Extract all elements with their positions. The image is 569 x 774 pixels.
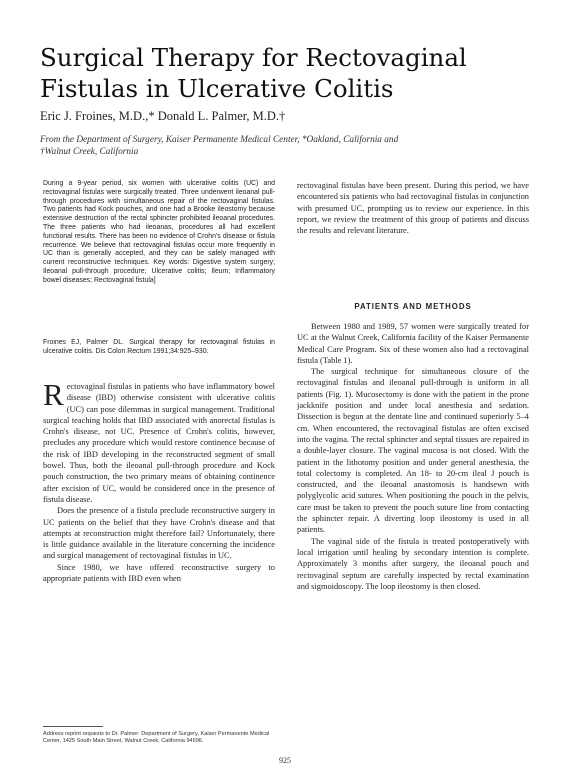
- affiliation-line-1: From the Department of Surgery, Kaiser Permanente Medical Center, *Oakland, California and: [40, 135, 399, 145]
- introduction: [43, 377, 275, 584]
- footnote: Address reprint requests to Dr. Palmer: Department of Surgery, Kaiser Permanente Medical Center, 1425 South Main Street, Walnut Creek, California 94596.: [43, 731, 270, 745]
- section-heading-patients-methods: PATIENTS AND METHODS: [354, 302, 472, 311]
- citation: Froines EJ, Palmer DL. Surgical therapy for rectovaginal fistulas in ulcerative colitis. Dis Colon Rectum 1991;34:925–930.: [43, 339, 275, 355]
- intro-continued-paragraph: rectovaginal fistulas have been present. During this period, we have encountered six patients who had rectovaginal fistulas in conjunction with presumed UC, prompting us to review our experience. In this report, we review the treatment of this group of patients and discuss the results and relevant literature.: [297, 181, 529, 236]
- article-authors: Eric J. Froines, M.D.,* Donald L. Palmer, M.D.†: [40, 109, 286, 123]
- page-number: 925: [279, 756, 291, 765]
- intro-paragraph-2: Does the presence of a fistula preclude reconstructive surgery in UC patients on the belief that they have Crohn's disease and that attempts at reconstruction might therefore fail? Unfortunately, there is little guidance available in the literature concerning the incidence and surgical management of rectovaginal fistulas in UC.: [43, 506, 275, 561]
- methods-section: [297, 321, 529, 592]
- footnote-divider: [43, 726, 103, 727]
- intro-paragraph-1: [43, 377, 275, 505]
- abstract: During a 9-year period, six women with ulcerative colitis (UC) and rectovaginal fistulas were surgically treated. Three underwent ileoanal pull-through procedures with simultaneous repair of the rectovaginal fistulas. Two patients had Kock pouches, and one had a Brooke ileostomy because extensive destruction of the rectal sphincter prohibited ileoanal procedures. The three patients who had ileoanas, procedures all had excellent functional results. There has been no evidence of Crohn's disease or fistula recurrence. We believe that rectovaginal fistulas occur more frequently in UC than is generally accepted, and they can be safely managed with current reconstructive techniques. Key words: Digestive system surgery; Ileoanal pull-through procedure; Ulcerative colitis; Ileum; Inflammatory bowel diseases; Rectovaginal fistula]: [43, 180, 275, 284]
- methods-paragraph-3: The vaginal side of the fistula is treated postoperatively with local irrigation until healing by secondary intention is complete. Approximately 3 months after surgery, the ileoanal pouch and rectovaginal septum are carefully inspected by rectal examination and sigmoidoscopy. The loop ileostomy is then closed.: [297, 536, 529, 591]
- intro-paragraph-3: Since 1980, we have offered reconstructive surgery to appropriate patients with IBD even when: [43, 562, 275, 584]
- right-column-top: [297, 180, 529, 236]
- intro-paragraph-1-text: ectovaginal fistulas in patients who have inflammatory bowel disease (IBD) otherwise consistent with ulcerative colitis (UC) can pose dilemmas in surgical management. Traditional surgical teaching holds that IBD associated with anorectal fistulas is Crohn's disease, not UC. Presence of Crohn's colitis, however, precludes any procedure which would restore continence because of the risk of IBD developing in the reconstructed segment of small bowel. Thus, both the ileoanal pull-through procedure and Kock pouch construction, the two primary means of obtaining continence after excision of UC, would be considered once in the presence of fistula disease.: [43, 382, 275, 504]
- methods-paragraph-1: Between 1980 and 1989, 57 women were surgically treated for UC at the Walnut Creek, California facility of the Kaiser Permanente Medical Care Program. Six of these women also had a rectovaginal fistula (Table 1).: [297, 322, 529, 365]
- drop-cap: R: [43, 377, 64, 412]
- methods-paragraph-2: The surgical technique for simultaneous closure of the rectovaginal fistulas and ileoanal pull-through is uniform in all patients (Fig. 1). Mucosectomy is done with the patient in the prone jackknife position and under local anesthesia and sedation. Dissection is begun at the dentate line and continued superiorly 5–4 cm. When encountered, the rectovaginal fistulas are often excised into the vagina. The rectal sphincter and septal tissues are repaired in a double-layer closure. The vaginal mucosa is not closed. With the patient in the lithotomy position and under general anesthesia, the total colectomy is completed. An 18- to 20-cm ileal J pouch is constructed, and the ileoanal anastomosis is handsewn with polyglycolic acid sutures. When positioning the pouch in the pelvis, care must be taken to prevent the pouch suture line from contacting the sphincter repair. A diverting loop ileostomy is used in all patients.: [297, 367, 529, 535]
- article-title: Surgical Therapy for Rectovaginal Fistulas in Ulcerative Colitis: [40, 43, 467, 103]
- author-affiliation: [40, 134, 540, 158]
- affiliation-line-2: †Walnut Creek, California: [40, 147, 139, 157]
